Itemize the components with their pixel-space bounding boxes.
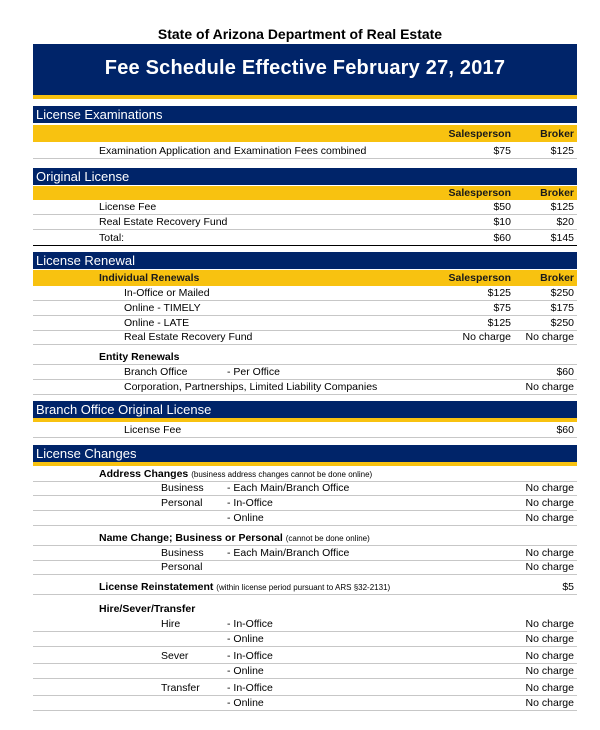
row-label: Branch Office xyxy=(124,366,188,378)
row-label: In-Office or Mailed xyxy=(124,287,210,299)
table-row xyxy=(33,481,577,496)
table-row xyxy=(33,301,577,316)
table-row xyxy=(33,144,577,159)
table-row xyxy=(33,649,577,664)
salesperson-fee: $60 xyxy=(493,232,511,244)
broker-column-header: Broker xyxy=(540,187,574,199)
department-name: State of Arizona Department of Real Estate xyxy=(157,26,443,42)
broker-fee: $250 xyxy=(550,287,574,299)
broker-fee: No charge xyxy=(525,682,574,694)
row-sublabel: - Per Office xyxy=(227,366,280,378)
broker-fee: No charge xyxy=(525,618,574,630)
table-row xyxy=(33,423,577,438)
hire-sever-transfer-heading: Hire/Sever/Transfer xyxy=(99,603,196,615)
row-type: Personal xyxy=(161,561,203,573)
table-row xyxy=(33,496,577,511)
row-type: Business xyxy=(161,547,204,559)
row-label: Corporation, Partnerships, Limited Liability Companies xyxy=(124,381,378,393)
address-changes-note: (business address changes cannot be done online) xyxy=(191,470,373,479)
table-row xyxy=(33,316,577,331)
row-type: Business xyxy=(161,482,204,494)
broker-fee: $175 xyxy=(550,302,574,314)
page-title: Fee Schedule Effective February 27, 2017 xyxy=(33,44,577,95)
section-license-examinations: License Examinations xyxy=(33,106,577,123)
row-sublabel: - In-Office xyxy=(227,618,273,630)
row-label: Online - TIMELY xyxy=(124,302,201,314)
salesperson-column-header: Salesperson xyxy=(448,187,511,199)
subsection-heading xyxy=(33,531,577,546)
title-accent-bar xyxy=(33,95,577,99)
table-row xyxy=(33,330,577,345)
name-change-note: (cannot be done online) xyxy=(285,534,370,543)
broker-fee: No charge xyxy=(525,665,574,677)
row-label: License Fee xyxy=(124,424,182,436)
row-sublabel: - In-Office xyxy=(227,682,273,694)
table-row xyxy=(33,560,577,575)
table-row xyxy=(33,696,577,711)
salesperson-fee: No charge xyxy=(462,331,511,343)
column-header-bar xyxy=(33,270,577,286)
broker-fee: No charge xyxy=(525,497,574,509)
broker-fee: $20 xyxy=(556,216,574,228)
salesperson-fee: $10 xyxy=(493,216,511,228)
reinstatement-heading: License Reinstatement xyxy=(99,581,214,593)
subsection-heading xyxy=(33,350,577,365)
table-row xyxy=(33,215,577,230)
total-row xyxy=(33,231,577,246)
broker-fee: No charge xyxy=(525,547,574,559)
table-row xyxy=(33,286,577,301)
row-sublabel: - Online xyxy=(227,633,264,645)
reinstatement-note: (within license period pursuant to ARS §32-2131) xyxy=(216,583,391,592)
section-accent-bar xyxy=(33,462,577,466)
table-row xyxy=(33,365,577,380)
section-license-changes: License Changes xyxy=(33,445,577,462)
broker-fee: $5 xyxy=(562,581,574,593)
column-header-bar xyxy=(33,186,577,200)
row-label: Real Estate Recovery Fund xyxy=(124,331,253,343)
broker-fee: $60 xyxy=(556,424,574,436)
table-row xyxy=(33,664,577,679)
salesperson-column-header: Salesperson xyxy=(448,272,511,284)
table-row xyxy=(33,580,577,595)
broker-fee: No charge xyxy=(525,512,574,524)
row-type: Sever xyxy=(161,650,189,662)
broker-fee: No charge xyxy=(525,561,574,573)
table-row xyxy=(33,511,577,526)
subsection-heading xyxy=(33,467,577,482)
broker-fee: No charge xyxy=(525,697,574,709)
broker-fee: $125 xyxy=(550,201,574,213)
table-row xyxy=(33,200,577,215)
name-change-heading: Name Change; Business or Personal xyxy=(99,532,283,544)
row-type: Hire xyxy=(161,618,181,630)
broker-fee: No charge xyxy=(525,633,574,645)
section-original-license: Original License xyxy=(33,168,577,185)
salesperson-fee: $125 xyxy=(487,287,511,299)
broker-fee: $60 xyxy=(556,366,574,378)
column-header-bar xyxy=(33,125,577,142)
broker-fee: No charge xyxy=(525,650,574,662)
row-sublabel: - Online xyxy=(227,665,264,677)
table-row xyxy=(33,380,577,395)
salesperson-fee: $125 xyxy=(487,317,511,329)
salesperson-fee: $50 xyxy=(493,201,511,213)
salesperson-column-header: Salesperson xyxy=(448,128,511,140)
table-row xyxy=(33,617,577,632)
broker-fee: No charge xyxy=(525,331,574,343)
address-changes-heading: Address Changes xyxy=(99,468,189,480)
row-sublabel: - In-Office xyxy=(227,650,273,662)
row-sublabel: - Online xyxy=(227,512,264,524)
subsection-heading xyxy=(33,602,577,617)
section-accent-bar xyxy=(33,418,577,422)
entity-renewals-heading: Entity Renewals xyxy=(99,351,180,363)
section-branch-office-license: Branch Office Original License xyxy=(33,401,577,418)
row-sublabel: - In-Office xyxy=(227,497,273,509)
row-type: Transfer xyxy=(161,682,200,694)
table-row xyxy=(33,546,577,561)
row-type: Personal xyxy=(161,497,203,509)
broker-fee: $250 xyxy=(550,317,574,329)
salesperson-fee: $75 xyxy=(493,302,511,314)
salesperson-fee: $75 xyxy=(493,145,511,157)
broker-column-header: Broker xyxy=(540,128,574,140)
row-sublabel: - Online xyxy=(227,697,264,709)
row-sublabel: - Each Main/Branch Office xyxy=(227,547,350,559)
row-label: Examination Application and Examination Fees combined xyxy=(99,145,367,157)
broker-fee: No charge xyxy=(525,482,574,494)
row-label: Real Estate Recovery Fund xyxy=(99,216,228,228)
broker-fee: No charge xyxy=(525,381,574,393)
row-label: Total: xyxy=(99,232,125,244)
row-label: Online - LATE xyxy=(124,317,190,329)
table-row xyxy=(33,632,577,647)
broker-fee: $145 xyxy=(550,232,574,244)
broker-column-header: Broker xyxy=(540,272,574,284)
row-label: License Fee xyxy=(99,201,157,213)
individual-renewals-heading: Individual Renewals xyxy=(99,272,200,284)
section-license-renewal: License Renewal xyxy=(33,252,577,269)
row-sublabel: - Each Main/Branch Office xyxy=(227,482,350,494)
broker-fee: $125 xyxy=(550,145,574,157)
table-row xyxy=(33,681,577,696)
